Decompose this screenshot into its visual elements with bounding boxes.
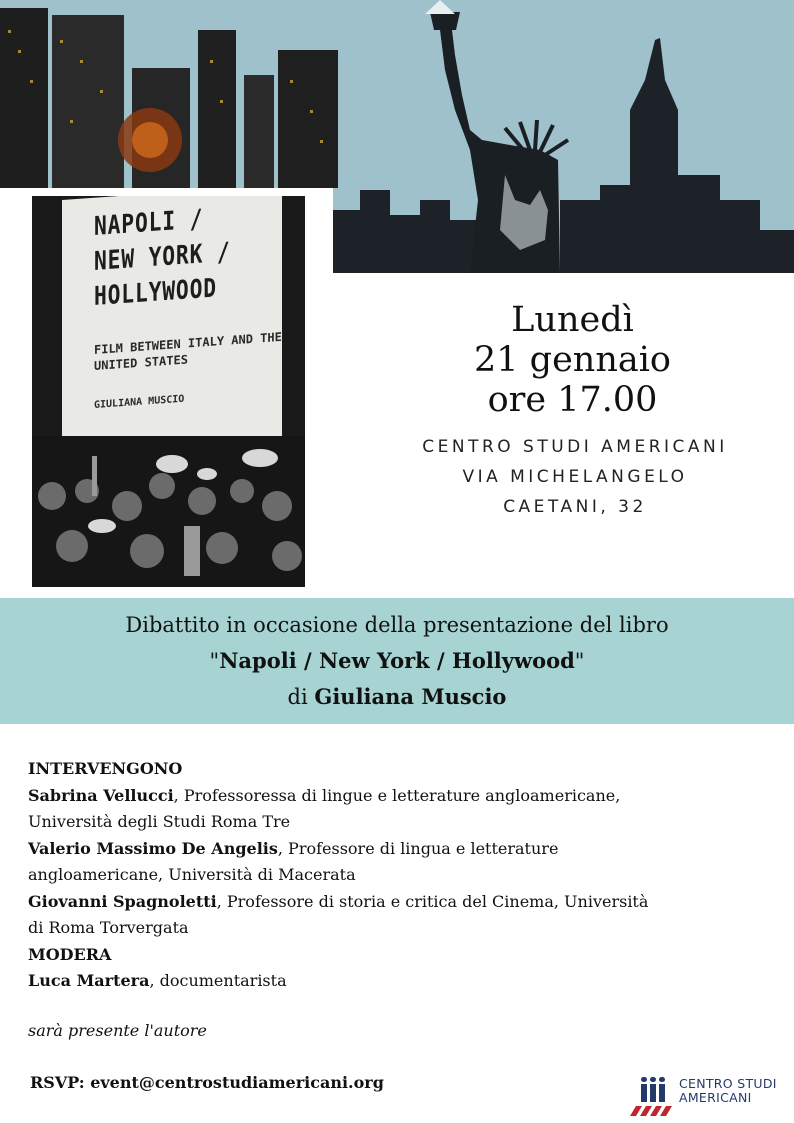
speaker-name: Sabrina Vellucci <box>28 785 174 805</box>
event-time: ore 17.00 <box>487 380 658 420</box>
banner-author: Giuliana Muscio <box>314 684 507 709</box>
speaker-name: Giovanni Spagnoletti <box>28 891 217 911</box>
banner-book-title-line <box>0 643 794 679</box>
speakers-list <box>28 756 728 995</box>
quote-close: " <box>574 649 585 673</box>
banner-book-title: Napoli / New York / Hollywood <box>219 648 575 673</box>
event-date-block <box>400 300 745 420</box>
speaker-role: , Professore di storia e critica del Cinema, Università <box>216 891 649 911</box>
columns-logo-icon <box>628 1074 672 1118</box>
speaker-entry <box>28 783 728 810</box>
moderator-entry <box>28 968 728 995</box>
banner-intro: Dibattito in occasione della presentazione del libro <box>125 613 669 637</box>
venue-address <box>395 432 755 522</box>
event-date: 21 gennaio <box>474 340 671 380</box>
quote-open: " <box>209 649 220 673</box>
logo-text: CENTRO STUDI AMERICANI <box>679 1076 777 1105</box>
rsvp-contact[interactable]: RSVP: event@centrostudiamericani.org <box>30 1073 384 1092</box>
venue-line-3: CAETANI, 32 <box>503 497 647 517</box>
author-present-note: sarà presente l'autore <box>28 1021 207 1040</box>
event-day: Lunedì <box>511 300 634 340</box>
speaker-role: , Professore di lingua e letterature <box>277 838 559 858</box>
centro-studi-americani-logo <box>628 1074 793 1118</box>
crowd-photo-illustration <box>32 436 305 587</box>
speakers-heading: INTERVENGONO <box>28 759 183 778</box>
banner-author-line <box>0 679 794 715</box>
venue-line-2: VIA MICHELANGELO <box>462 467 688 487</box>
book-cover-image <box>32 196 305 587</box>
presentation-banner <box>0 598 794 724</box>
speaker-affiliation: Università degli Studi Roma Tre <box>28 812 291 831</box>
cover-subtitle: FILM BETWEEN ITALY AND THE UNITED STATES <box>94 329 282 373</box>
moderator-heading: MODERA <box>28 944 112 964</box>
cover-title: NAPOLI / NEW YORK / HOLLYWOOD <box>94 204 231 312</box>
moderator-name: Luca Martera <box>28 971 150 990</box>
venue-line-1: CENTRO STUDI AMERICANI <box>422 437 728 457</box>
speaker-affiliation: di Roma Torvergata <box>28 918 189 937</box>
speaker-entry <box>28 836 728 863</box>
cover-author: GIULIANA MUSCIO <box>94 393 185 411</box>
moderator-role: , documentarista <box>149 971 287 990</box>
speaker-affiliation: angloamericane, Università di Macerata <box>28 865 356 884</box>
speaker-role: , Professoressa di lingue e letterature angloamericane, <box>173 785 621 805</box>
speaker-entry <box>28 889 728 916</box>
banner-by: di <box>287 685 315 709</box>
speaker-name: Valerio Massimo De Angelis <box>28 838 278 858</box>
